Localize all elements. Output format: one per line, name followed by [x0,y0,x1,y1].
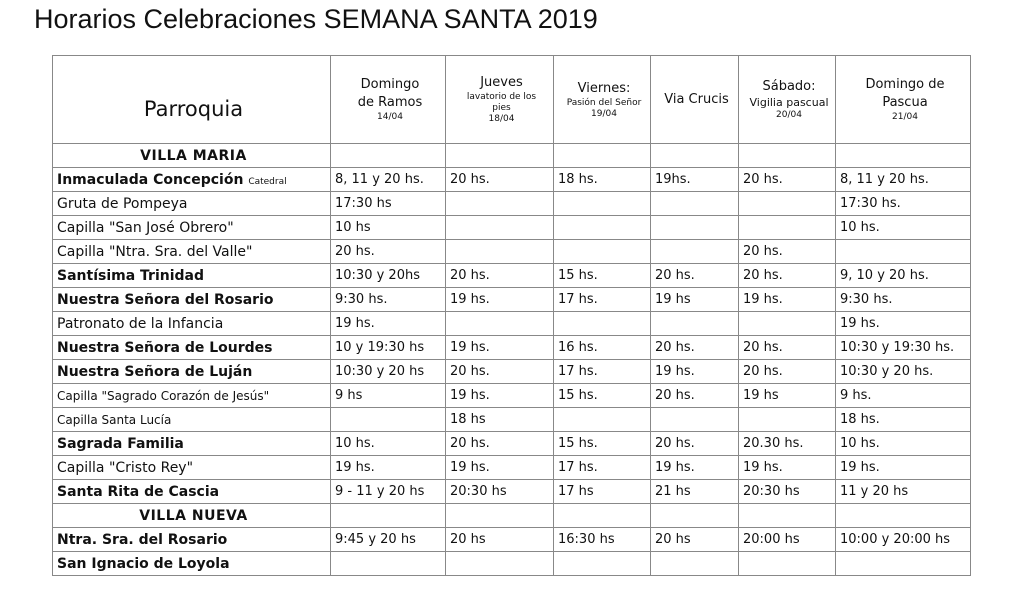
header-date: 21/04 [892,112,918,122]
schedule-cell: 17 hs. [554,360,651,384]
parish-name-cell [53,432,331,456]
schedule-cell: 19hs. [651,168,739,192]
schedule-cell: 16:30 hs [554,528,651,552]
empty-cell [331,504,446,528]
section-row [53,504,971,528]
header-text: de Ramos [357,95,423,110]
schedule-cell: 10 hs [331,216,446,240]
schedule-cell: 15 hs. [554,384,651,408]
header-text: Sábado: [762,79,816,94]
schedule-cell: 20 hs. [651,264,739,288]
schedule-cell: 20 hs. [739,240,836,264]
header-parroquia: Parroquia [53,56,331,144]
schedule-cell: 10:00 y 20:00 hs [836,528,971,552]
schedule-cell: 10 hs. [836,216,971,240]
schedule-cell: 20 hs. [651,384,739,408]
schedule-cell: 10:30 y 20hs [331,264,446,288]
empty-cell [651,144,739,168]
header-text: Viernes: [577,80,631,96]
schedule-cell: 20:00 hs [739,528,836,552]
schedule-cell [739,408,836,432]
parish-name-cell [53,288,331,312]
table-row [53,408,971,432]
table-row [53,216,971,240]
parish-name-cell [53,408,331,432]
header-sabado [739,56,836,144]
parish-name-cell [53,192,331,216]
table-body [53,144,971,576]
schedule-cell: 20 hs. [739,168,836,192]
schedule-cell [446,192,554,216]
schedule-cell [651,240,739,264]
parish-name: Capilla "Cristo Rey" [57,459,194,476]
table-row [53,240,971,264]
schedule-cell [836,552,971,576]
schedule-cell: 19 hs. [446,384,554,408]
schedule-cell [651,216,739,240]
header-via-crucis: Via Crucis [651,56,739,144]
table-row [53,360,971,384]
table-row [53,480,971,504]
header-viernes [554,56,651,144]
schedule-cell: 15 hs. [554,264,651,288]
schedule-cell: 17 hs. [554,456,651,480]
header-domingo-ramos [331,56,446,144]
schedule-cell: 9:45 y 20 hs [331,528,446,552]
schedule-cell: 19 hs. [651,360,739,384]
schedule-cell: 20 hs. [651,336,739,360]
parish-name-cell [53,168,331,192]
schedule-cell: 10 hs. [331,432,446,456]
schedule-cell: 19 hs. [446,456,554,480]
schedule-cell [331,408,446,432]
parish-name: Nuestra Señora de Lourdes [57,339,273,356]
header-text: Jueves [480,75,523,90]
parish-name-cell [53,360,331,384]
schedule-cell: 18 hs. [554,168,651,192]
schedule-cell [554,192,651,216]
section-row [53,144,971,168]
schedule-cell: 20.30 hs. [739,432,836,456]
parish-name: Capilla Santa Lucía [57,412,172,427]
parish-name-cell [53,336,331,360]
table-row [53,336,971,360]
table-row [53,432,971,456]
schedule-cell: 11 y 20 hs [836,480,971,504]
header-domingo-pascua [836,56,971,144]
empty-cell [651,504,739,528]
schedule-cell [446,552,554,576]
schedule-cell: 20 hs. [446,432,554,456]
schedule-cell: 10:30 y 20 hs [331,360,446,384]
schedule-cell: 21 hs [651,480,739,504]
schedule-cell: 20 hs. [739,264,836,288]
empty-cell [554,504,651,528]
schedule-cell: 17 hs. [554,288,651,312]
parish-name-cell [53,240,331,264]
empty-cell [331,144,446,168]
schedule-cell [651,552,739,576]
schedule-cell [836,240,971,264]
schedule-cell: 10 hs. [836,432,971,456]
parish-name: Inmaculada Concepción [57,171,244,188]
parish-name: Sagrada Familia [57,435,184,452]
parish-name: Capilla "Ntra. Sra. del Valle" [57,243,253,260]
parish-name-cell [53,264,331,288]
schedule-cell [651,192,739,216]
schedule-cell: 9:30 hs. [331,288,446,312]
empty-cell [739,504,836,528]
schedule-cell: 8, 11 y 20 hs. [331,168,446,192]
schedule-cell: 20 hs. [739,336,836,360]
header-date: 19/04 [591,108,617,119]
parish-name: Santísima Trinidad [57,267,204,284]
schedule-cell: 20 hs. [446,360,554,384]
schedule-cell: 10:30 y 19:30 hs. [836,336,971,360]
schedule-cell: 20:30 hs [739,480,836,504]
empty-cell [836,504,971,528]
parish-name: Ntra. Sra. del Rosario [57,531,228,548]
schedule-cell: 19 hs. [739,456,836,480]
schedule-table [52,55,971,576]
empty-cell [739,144,836,168]
schedule-cell [331,552,446,576]
section-heading: VILLA NUEVA [53,504,331,528]
schedule-cell: 19 hs. [446,288,554,312]
parish-name: Capilla "San José Obrero" [57,219,234,236]
parish-name: Nuestra Señora de Luján [57,363,253,380]
schedule-cell [446,312,554,336]
header-date: 18/04 [488,114,515,124]
schedule-cell: 19 hs. [836,456,971,480]
schedule-cell: 19 hs. [651,456,739,480]
schedule-cell: 19 hs. [331,312,446,336]
schedule-cell: 9, 10 y 20 hs. [836,264,971,288]
schedule-cell: 19 hs. [331,456,446,480]
parish-name-cell [53,216,331,240]
schedule-cell: 19 hs [651,288,739,312]
parish-name-cell [53,456,331,480]
header-text: Vigilia pascual [749,96,829,109]
schedule-cell: 17:30 hs [331,192,446,216]
header-jueves [446,56,554,144]
schedule-cell: 9:30 hs. [836,288,971,312]
header-date: 20/04 [776,110,802,120]
parish-name: Capilla "Sagrado Corazón de Jesús" [57,388,270,403]
parish-name: San Ignacio de Loyola [57,555,230,572]
schedule-cell: 20:30 hs [446,480,554,504]
schedule-cell: 9 hs. [836,384,971,408]
schedule-cell [554,552,651,576]
header-text: Domingo de [865,77,945,92]
schedule-cell: 20 hs [446,528,554,552]
schedule-cell: 8, 11 y 20 hs. [836,168,971,192]
schedule-cell: 19 hs. [446,336,554,360]
parish-name: Santa Rita de Cascia [57,483,220,500]
schedule-cell: 15 hs. [554,432,651,456]
parish-subtitle: Catedral [248,176,287,187]
table-row [53,456,971,480]
schedule-cell: 10:30 y 20 hs. [836,360,971,384]
schedule-cell: 17 hs [554,480,651,504]
table-row [53,192,971,216]
table-row [53,312,971,336]
schedule-cell [651,312,739,336]
empty-cell [554,144,651,168]
empty-cell [836,144,971,168]
table-row [53,528,971,552]
parish-name-cell [53,528,331,552]
schedule-cell [651,408,739,432]
header-text: Pascua [882,95,928,110]
parish-name-cell [53,384,331,408]
header-text: lavatorio de los [466,92,537,102]
table-row [53,168,971,192]
schedule-cell [554,240,651,264]
schedule-cell: 18 hs. [836,408,971,432]
header-date: 14/04 [377,112,403,122]
parish-name-cell [53,312,331,336]
schedule-cell: 16 hs. [554,336,651,360]
schedule-cell [446,240,554,264]
schedule-cell [739,312,836,336]
schedule-cell [739,552,836,576]
schedule-cell: 19 hs. [836,312,971,336]
schedule-cell: 20 hs. [446,264,554,288]
schedule-cell [739,192,836,216]
schedule-cell [554,408,651,432]
parish-name-cell [53,552,331,576]
header-text: Pasión del Señor [566,97,642,108]
table-row [53,384,971,408]
schedule-cell [554,312,651,336]
schedule-cell: 9 - 11 y 20 hs [331,480,446,504]
header-text: pies [492,103,511,113]
table-row [53,288,971,312]
table-row [53,552,971,576]
parish-name: Patronato de la Infancia [57,315,224,332]
schedule-cell: 20 hs. [446,168,554,192]
schedule-cell: 20 hs. [331,240,446,264]
empty-cell [446,144,554,168]
section-heading: VILLA MARIA [53,144,331,168]
schedule-cell: 20 hs. [739,360,836,384]
schedule-cell: 20 hs [651,528,739,552]
page-title: Horarios Celebraciones SEMANA SANTA 2019 [34,4,598,34]
schedule-cell: 19 hs [739,384,836,408]
schedule-cell [739,216,836,240]
parish-name: Nuestra Señora del Rosario [57,291,274,308]
empty-cell [446,504,554,528]
parish-name-cell [53,480,331,504]
schedule-cell: 18 hs [446,408,554,432]
schedule-cell: 9 hs [331,384,446,408]
schedule-cell: 17:30 hs. [836,192,971,216]
schedule-cell: 10 y 19:30 hs [331,336,446,360]
schedule-cell [446,216,554,240]
header-text: Domingo [360,77,420,92]
schedule-cell [554,216,651,240]
schedule-cell: 20 hs. [651,432,739,456]
schedule-cell: 19 hs. [739,288,836,312]
table-row [53,264,971,288]
header-row [53,56,971,144]
parish-name: Gruta de Pompeya [57,195,188,212]
